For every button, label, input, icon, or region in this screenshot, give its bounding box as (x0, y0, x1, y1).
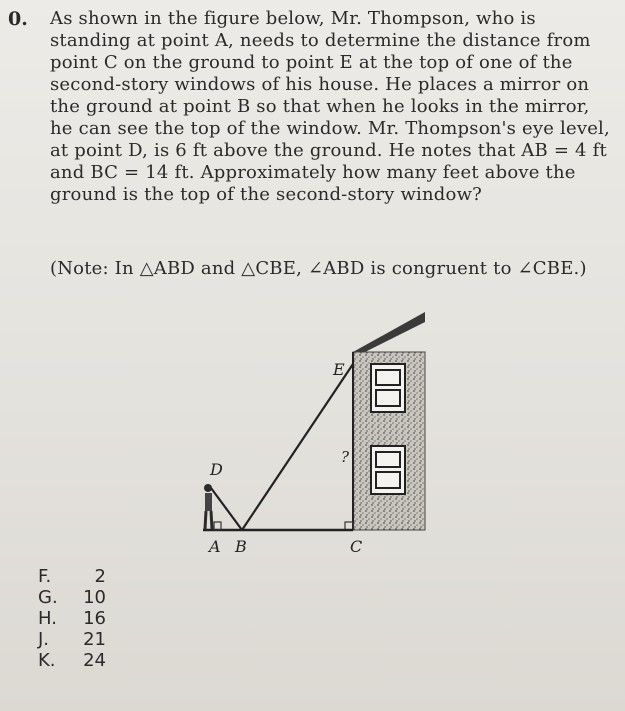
answer-value: 24 (83, 650, 106, 671)
answer-value: 16 (83, 608, 106, 629)
answer-choice[interactable] (38, 566, 106, 587)
answer-value: 2 (94, 566, 106, 587)
answer-letter: J. (38, 629, 50, 650)
answer-letter: K. (38, 650, 56, 671)
label-a: A (209, 537, 221, 556)
answer-choices (38, 566, 106, 671)
segment-db (211, 488, 242, 530)
question-text: As shown in the figure below, Mr. Thompson, who is standing at point A, needs to determine the distance from point C on the ground to point E at the top of one of the second-story windows of his house. He places a mirror on the ground at point B so that when he looks in the mirror, he can see the top of the window. Mr. Thompson's eye level, at point D, is 6 ft above the ground. He notes that AB = 4 ft and BC = 14 ft. Approximately how many feet above the ground is the top of the second-story window? (50, 8, 610, 205)
answer-choice[interactable] (38, 650, 106, 671)
label-d: D (210, 460, 223, 479)
question-number: 0. (8, 8, 28, 30)
house (345, 312, 425, 530)
answer-choice[interactable] (38, 629, 106, 650)
answer-value: 21 (83, 629, 106, 650)
label-e: E (333, 360, 345, 379)
label-unknown: ? (341, 448, 350, 466)
answer-value: 10 (83, 587, 106, 608)
answer-letter: H. (38, 608, 57, 629)
label-b: B (235, 537, 247, 556)
answer-choice[interactable] (38, 587, 106, 608)
answer-letter: G. (38, 587, 58, 608)
segment-be (242, 364, 353, 530)
house-roof (353, 312, 425, 356)
answer-choice[interactable] (38, 608, 106, 629)
answer-letter: F. (38, 566, 52, 587)
question-note: (Note: In △ABD and △CBE, ∠ABD is congruent to ∠CBE.) (50, 258, 587, 279)
geometry-figure (185, 300, 445, 570)
label-c: C (350, 537, 363, 556)
